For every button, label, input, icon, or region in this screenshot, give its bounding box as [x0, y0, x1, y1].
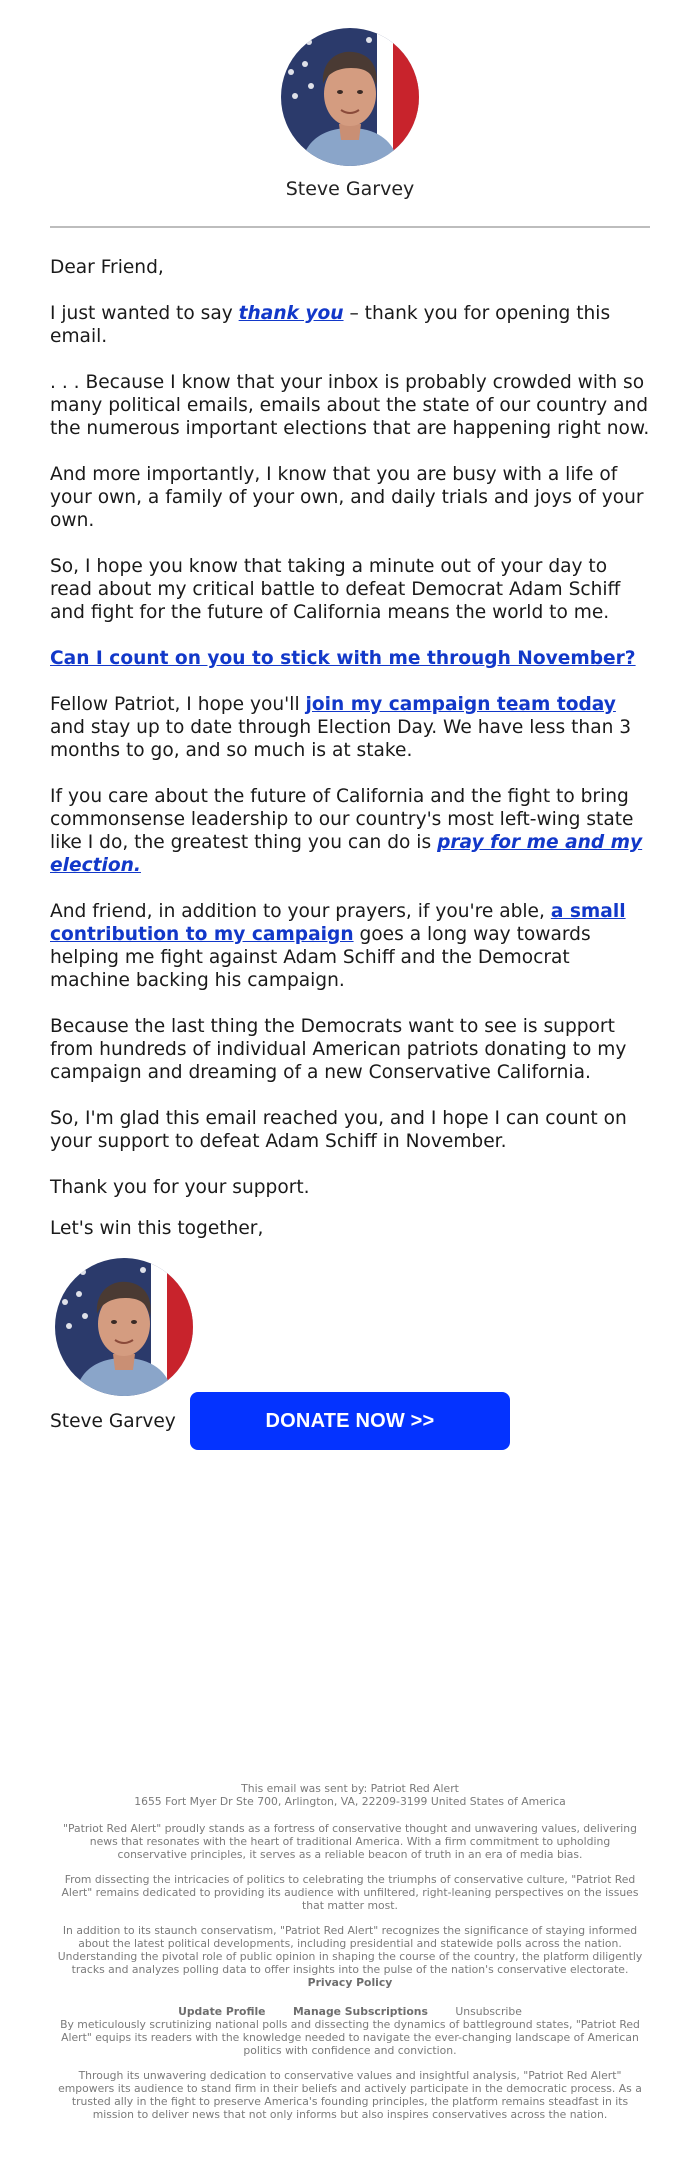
letter-paragraph: Fellow Patriot, I hope you'll join my campaign team today and stay up to date through Election Day. We have less than 3 months to go, and so much is at stake. [50, 694, 632, 761]
portrait-photo [55, 1258, 193, 1396]
sent-by-text: This email was sent by: Patriot Red Alert [241, 1782, 459, 1795]
footer-sender [55, 1782, 645, 1808]
footer-paragraph: "Patriot Red Alert" proudly stands as a fortress of conservative thought and unwavering values, delivering news that resonates with the heart of traditional America. With a firm commitment to upholding conservative principles, it serves as a reliable beacon of truth in an era of media bias. [63, 1822, 637, 1861]
sender-name: Steve Garvey [285, 178, 415, 200]
avatar [281, 28, 419, 166]
portrait-photo [281, 28, 419, 166]
contribution-link[interactable]: a small contribution to my campaign [50, 901, 626, 945]
footer-paragraph: By meticulously scrutinizing national polls and dissecting the dynamics of battleground states, "Patriot Red Alert" equips its readers with the knowledge needed to navigate the ever-changing landscape of American politics with confidence and conviction. [60, 2018, 640, 2057]
letter-body [50, 256, 650, 1433]
header-divider [50, 226, 650, 228]
footer-paragraph: From dissecting the intricacies of politics to celebrating the triumphs of conservative culture, "Patriot Red Alert" remains dedicated to providing its audience with unfiltered, right-leaning perspectives on the issues that matter most. [61, 1873, 639, 1912]
pray-link[interactable]: pray for me and my election. [50, 832, 643, 876]
privacy-policy-link[interactable]: Privacy Policy [307, 1976, 393, 1989]
closing: Let's win this together, [50, 1218, 264, 1239]
letter-paragraph: I just wanted to say thank you – thank you for opening this email. [50, 303, 611, 347]
unsubscribe-link[interactable]: Unsubscribe [455, 2005, 522, 2018]
letter-paragraph: . . . Because I know that your inbox is probably crowded with so many political emails, emails about the state of our country and the numerous important elections that are happening right now. [50, 372, 650, 439]
donate-now-button[interactable]: DONATE NOW >> [190, 1392, 510, 1450]
letter-paragraph: And more importantly, I know that you are busy with a life of your own, a family of your own, and daily trials and joys of your own. [50, 464, 644, 531]
manage-subscriptions-link[interactable]: Manage Subscriptions [292, 2005, 428, 2018]
join-campaign-link[interactable]: join my campaign team today [305, 694, 616, 715]
email-header [0, 28, 700, 200]
update-profile-link[interactable]: Update Profile [178, 2005, 266, 2018]
letter-paragraph: And friend, in addition to your prayers, if you're able, a small contribution to my campaign goes a long way towards helping me fight against Adam Schiff and the Democrat machine backing his campaign. [50, 901, 626, 991]
footer-privacy [55, 1976, 645, 1989]
letter-paragraph: So, I hope you know that taking a minute out of your day to read about my critical battle to defeat Democrat Adam Schiff and fight for the future of California means the world to me. [50, 556, 621, 623]
thank-you-link[interactable]: thank you [238, 303, 344, 324]
letter-paragraph: If you care about the future of California and the fight to bring commonsense leadership to our country's most left-wing state like I do, the greatest thing you can do is pray for me and my election. [50, 786, 643, 876]
stick-with-me-link[interactable]: Can I count on you to stick with me through November? [50, 648, 636, 669]
greeting: Dear Friend, [50, 257, 164, 278]
donate-section [0, 1392, 700, 1450]
footer-links [55, 2005, 645, 2018]
signature-photo [55, 1258, 193, 1396]
letter-paragraph: Because the last thing the Democrats want to see is support from hundreds of individual American patriots donating to my campaign and dreaming of a new Conservative California. [50, 1016, 627, 1083]
signature-name: Steve Garvey [50, 1411, 176, 1432]
letter-paragraph: So, I'm glad this email reached you, and I hope I can count on your support to defeat Adam Schiff in November. [50, 1108, 627, 1152]
footer-paragraph: In addition to its staunch conservatism, "Patriot Red Alert" recognizes the significance of staying informed about the latest political developments, including presidential and statewide polls across the nation. Understanding the pivotal role of public opinion in shaping the course of the country, the platform diligently tracks and analyzes polling data to offer insights into the pulse of the nation's conservative electorate. [57, 1924, 643, 1976]
mailing-address: 1655 Fort Myer Dr Ste 700, Arlington, VA, 22209-3199 United States of America [134, 1795, 566, 1808]
footer-paragraph: Through its unwavering dedication to conservative values and insightful analysis, "Patriot Red Alert" empowers its audience to stand firm in their beliefs and actively participate in the democratic process. As a trusted ally in the fight to preserve America's founding principles, the platform remains steadfast in its mission to deliver news that not only informs but also inspires conservatives across the nation. [58, 2069, 642, 2121]
letter-paragraph [50, 647, 650, 670]
letter-paragraph: Thank you for your support. [50, 1177, 310, 1198]
email-footer [55, 1782, 645, 2133]
